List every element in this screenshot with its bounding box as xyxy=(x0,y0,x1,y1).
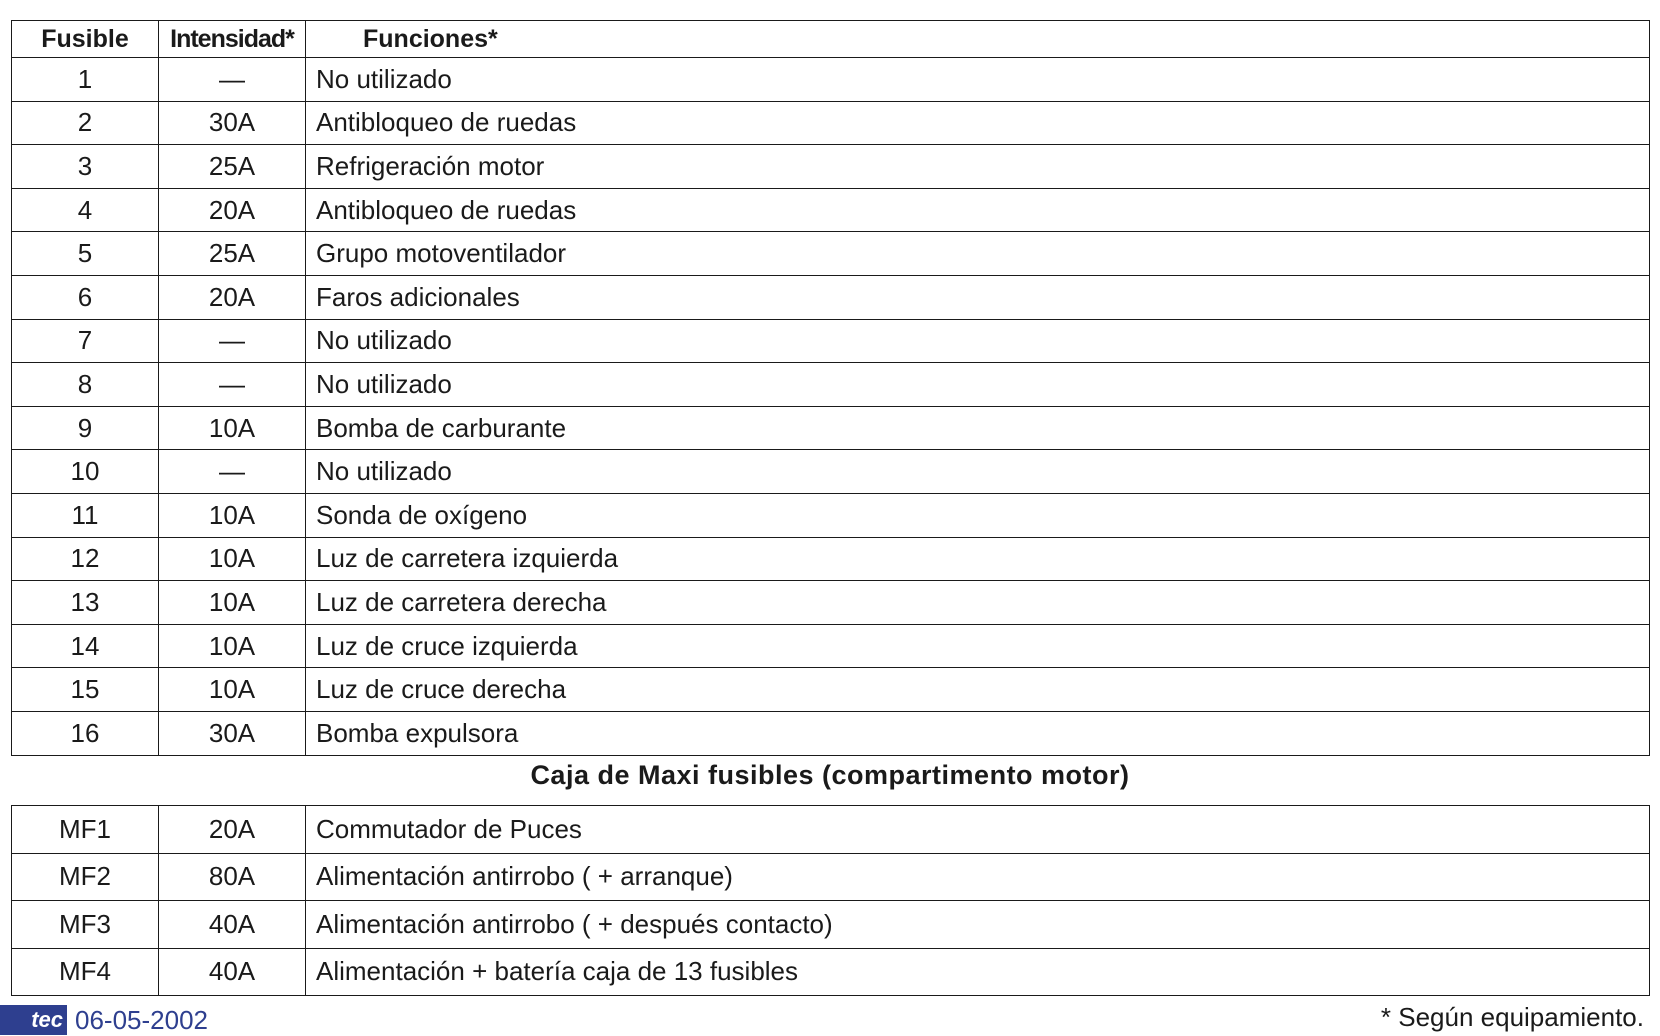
function-cell: Alimentación antirrobo ( + después contacto) xyxy=(306,901,1650,949)
function-cell: Refrigeración motor xyxy=(306,145,1650,189)
amperage-cell: 25A xyxy=(159,145,306,189)
amperage-cell: 25A xyxy=(159,232,306,276)
fuse-table xyxy=(11,20,1650,756)
fuse-number-cell: 8 xyxy=(12,363,159,407)
fuse-number-cell: 12 xyxy=(12,537,159,581)
table-row xyxy=(12,450,1650,494)
header-intensidad: Intensidad* xyxy=(159,21,306,58)
function-cell: Antibloqueo de ruedas xyxy=(306,101,1650,145)
function-cell: Luz de carretera derecha xyxy=(306,581,1650,625)
fuse-number-cell: 16 xyxy=(12,711,159,755)
header-fusible: Fusible xyxy=(12,21,159,58)
fuse-number-cell: 5 xyxy=(12,232,159,276)
footer-date: 06-05-2002 xyxy=(75,1005,208,1035)
table-row xyxy=(12,624,1650,668)
amperage-cell: 20A xyxy=(159,806,306,854)
table-row xyxy=(12,101,1650,145)
amperage-cell: 10A xyxy=(159,624,306,668)
function-cell: No utilizado xyxy=(306,363,1650,407)
table-header-row xyxy=(12,21,1650,58)
amperage-cell: — xyxy=(159,450,306,494)
table-row xyxy=(12,188,1650,232)
maxi-fuse-table xyxy=(11,805,1650,996)
function-cell: No utilizado xyxy=(306,319,1650,363)
function-cell: No utilizado xyxy=(306,450,1650,494)
amperage-cell: 20A xyxy=(159,275,306,319)
function-cell: Alimentación + batería caja de 13 fusibles xyxy=(306,948,1650,996)
amperage-cell: 20A xyxy=(159,188,306,232)
fuse-number-cell: 13 xyxy=(12,581,159,625)
amperage-cell: 30A xyxy=(159,711,306,755)
amperage-cell: 80A xyxy=(159,853,306,901)
fuse-number-cell: MF4 xyxy=(12,948,159,996)
fuse-number-cell: 7 xyxy=(12,319,159,363)
fuse-number-cell: 2 xyxy=(12,101,159,145)
brand-logo: tec xyxy=(0,1005,67,1035)
fuse-number-cell: 15 xyxy=(12,668,159,712)
table-row xyxy=(12,145,1650,189)
table-row xyxy=(12,711,1650,755)
table-row xyxy=(12,232,1650,276)
fuse-number-cell: MF1 xyxy=(12,806,159,854)
table-row xyxy=(12,853,1650,901)
table-row xyxy=(12,806,1650,854)
fuse-number-cell: 10 xyxy=(12,450,159,494)
function-cell: No utilizado xyxy=(306,58,1650,102)
amperage-cell: 10A xyxy=(159,537,306,581)
function-cell: Commutador de Puces xyxy=(306,806,1650,854)
fuse-number-cell: 1 xyxy=(12,58,159,102)
function-cell: Alimentación antirrobo ( + arranque) xyxy=(306,853,1650,901)
amperage-cell: 10A xyxy=(159,406,306,450)
function-cell: Bomba de carburante xyxy=(306,406,1650,450)
table-row xyxy=(12,668,1650,712)
table-row xyxy=(12,58,1650,102)
table-row xyxy=(12,275,1650,319)
fuse-number-cell: 14 xyxy=(12,624,159,668)
amperage-cell: 40A xyxy=(159,948,306,996)
table-row xyxy=(12,493,1650,537)
amperage-cell: 10A xyxy=(159,668,306,712)
function-cell: Sonda de oxígeno xyxy=(306,493,1650,537)
table-row xyxy=(12,901,1650,949)
amperage-cell: 40A xyxy=(159,901,306,949)
amperage-cell: — xyxy=(159,363,306,407)
amperage-cell: 10A xyxy=(159,581,306,625)
amperage-cell: — xyxy=(159,319,306,363)
function-cell: Luz de cruce izquierda xyxy=(306,624,1650,668)
function-cell: Luz de carretera izquierda xyxy=(306,537,1650,581)
table-row xyxy=(12,406,1650,450)
table-row xyxy=(12,537,1650,581)
fuse-number-cell: 6 xyxy=(12,275,159,319)
fuse-number-cell: MF3 xyxy=(12,901,159,949)
table-row xyxy=(12,363,1650,407)
table-row xyxy=(12,319,1650,363)
fuse-number-cell: 3 xyxy=(12,145,159,189)
fuse-number-cell: 11 xyxy=(12,493,159,537)
amperage-cell: 10A xyxy=(159,493,306,537)
function-cell: Bomba expulsora xyxy=(306,711,1650,755)
header-funciones: Funciones* xyxy=(306,21,1650,58)
footer-note: * Según equipamiento. xyxy=(1380,1002,1644,1032)
fuse-number-cell: 4 xyxy=(12,188,159,232)
fuse-number-cell: 9 xyxy=(12,406,159,450)
function-cell: Faros adicionales xyxy=(306,275,1650,319)
fuse-number-cell: MF2 xyxy=(12,853,159,901)
function-cell: Grupo motoventilador xyxy=(306,232,1650,276)
amperage-cell: — xyxy=(159,58,306,102)
table-row xyxy=(12,948,1650,996)
function-cell: Luz de cruce derecha xyxy=(306,668,1650,712)
maxi-fuse-section-title: Caja de Maxi fusibles (compartimento motor) xyxy=(530,760,1130,790)
table-row xyxy=(12,581,1650,625)
function-cell: Antibloqueo de ruedas xyxy=(306,188,1650,232)
amperage-cell: 30A xyxy=(159,101,306,145)
